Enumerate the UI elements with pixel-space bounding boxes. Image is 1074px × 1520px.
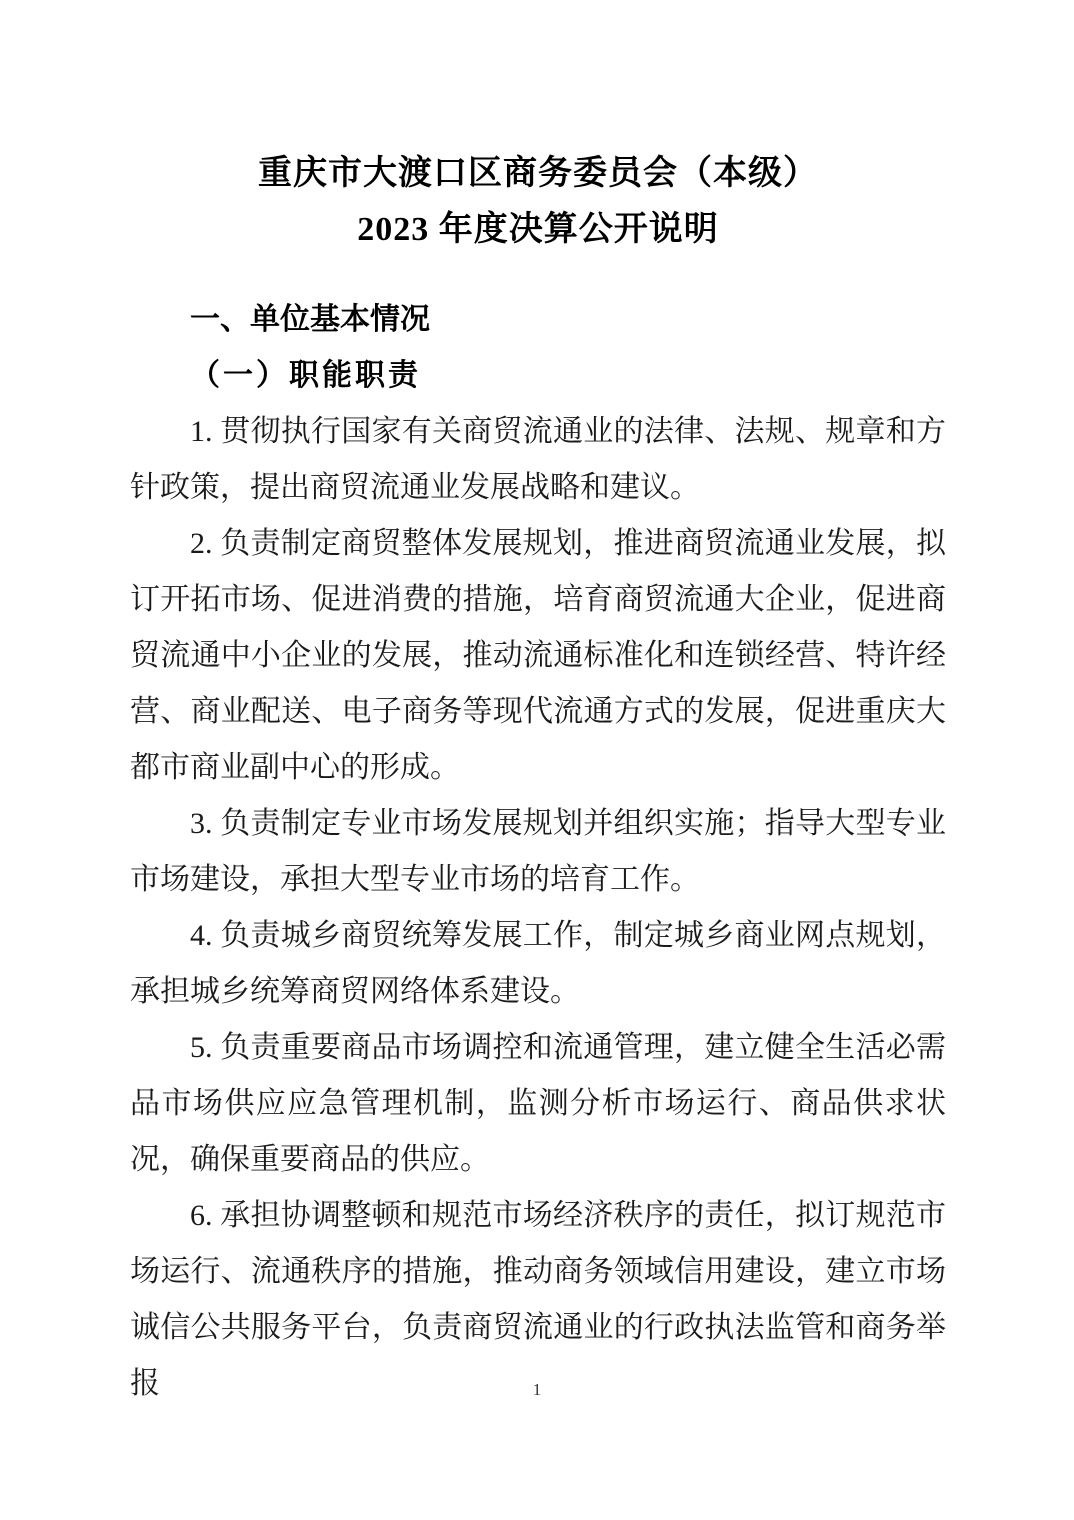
paragraph-duty-4: 4. 负责城乡商贸统筹发展工作，制定城乡商业网点规划，承担城乡统筹商贸网络体系建设。 xyxy=(130,919,946,1008)
paragraph-duty-5: 5. 负责重要商品市场调控和流通管理，建立健全生活必需品市场供应应急管理机制，监测分析市场运行、商品供求状况，确保重要商品的供应。 xyxy=(130,1031,946,1176)
paragraph-duty-6: 6. 承担协调整顿和规范市场经济秩序的责任，拟订规范市场运行、流通秩序的措施，推动商务领域信用建设，建立市场诚信公共服务平台，负责商贸流通业的行政执法监管和商务举报 xyxy=(130,1199,946,1400)
section-heading-unit-basic-info: 一、单位基本情况 xyxy=(190,303,430,336)
doc-title-line2: 2023 年度决算公开说明 xyxy=(357,211,719,248)
page-number: 1 xyxy=(532,1380,542,1399)
doc-title-line1: 重庆市大渡口区商务委员会（本级） xyxy=(258,155,818,192)
paragraph-duty-2: 2. 负责制定商贸整体发展规划，推进商贸流通业发展，拟订开拓市场、促进消费的措施，培育商贸流通大企业，促进商贸流通中小企业的发展，推动流通标准化和连锁经营、特许经营、商业配送、电子商务等现代流通方式的发展，促进重庆大都市商业副中心的形成。 xyxy=(130,527,946,784)
paragraph-duty-1: 1. 贯彻执行国家有关商贸流通业的法律、法规、规章和方针政策，提出商贸流通业发展战略和建议。 xyxy=(130,415,946,504)
paragraph-duty-3: 3. 负责制定专业市场发展规划并组织实施；指导大型专业市场建设，承担大型专业市场的培育工作。 xyxy=(130,807,946,896)
subsection-heading-duties: （一）职能职责 xyxy=(190,359,421,392)
